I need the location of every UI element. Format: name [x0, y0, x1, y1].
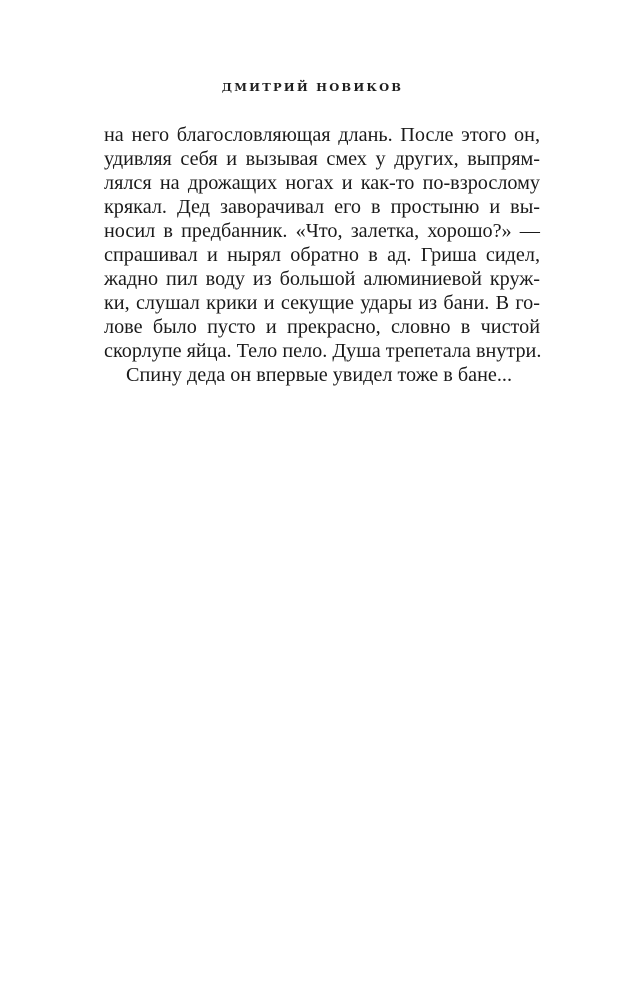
text-line: скорлупе яйца. Тело пело. Душа трепетала внутри.: [104, 340, 542, 362]
body-text: [104, 123, 540, 387]
text-line-paragraph-start: Спину деда он впервые увидел тоже в бане...: [126, 364, 513, 386]
text-line: лове было пусто и прекрасно, словно в чистой: [104, 316, 540, 338]
text-line: носил в предбанник. «Что, залетка, хорошо?» —: [104, 220, 540, 242]
text-line: на него благословляющая длань. После этого он,: [104, 124, 540, 146]
text-line: ки, слушал крики и секущие удары из бани. В го-: [104, 292, 540, 314]
text-line: крякал. Дед заворачивал его в простыню и вы-: [104, 196, 540, 218]
text-line: удивляя себя и вызывая смех у других, выпрям-: [104, 148, 540, 170]
running-header-author: ДМИТРИЙ НОВИКОВ: [221, 80, 404, 94]
text-line: лялся на дрожащих ногах и как-то по-взрослому: [104, 172, 540, 194]
text-line: спрашивал и нырял обратно в ад. Гриша сидел,: [104, 244, 540, 266]
text-line: жадно пил воду из большой алюминиевой круж-: [104, 268, 540, 290]
